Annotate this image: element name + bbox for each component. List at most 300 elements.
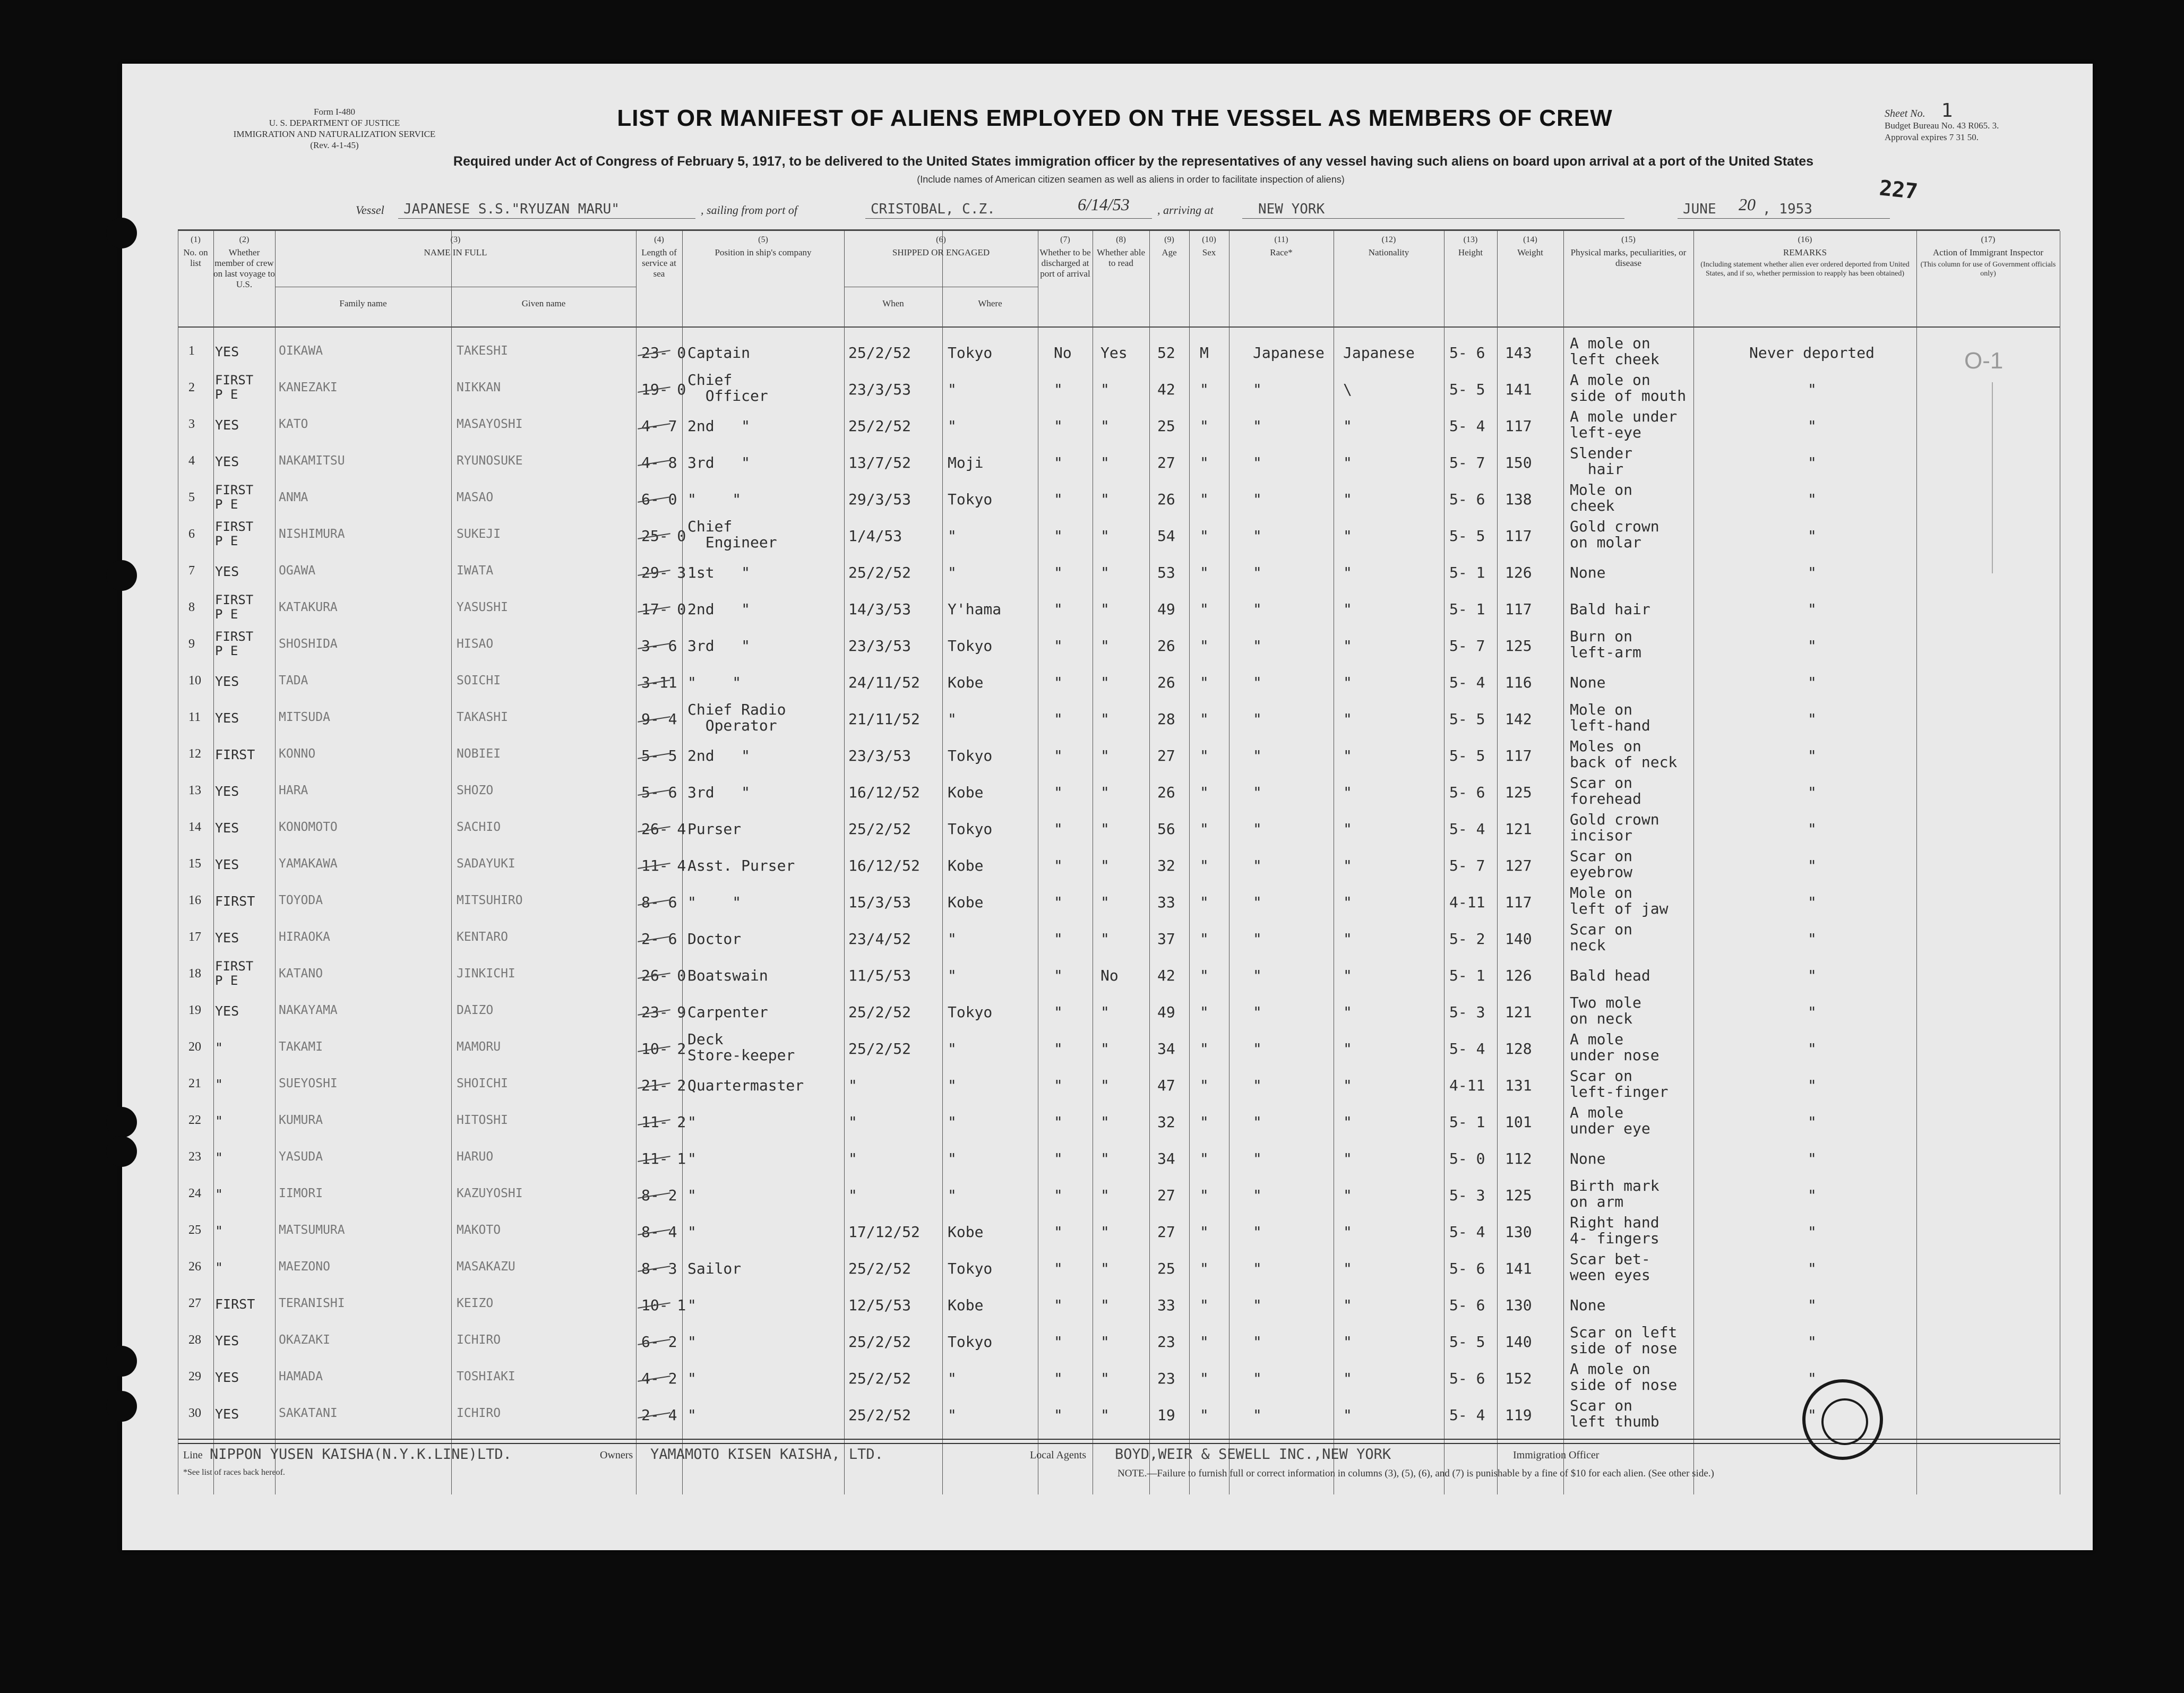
weight-cell: 141 <box>1505 1260 1532 1277</box>
able-to-read-cell: " <box>1100 1370 1110 1387</box>
service-cell: 2- 4 <box>641 1406 677 1424</box>
last-voyage-cell: YES <box>215 930 239 946</box>
age-cell: 49 <box>1157 1003 1175 1021</box>
table-row <box>178 957 2060 993</box>
service-cell: 8- 4 <box>641 1223 677 1241</box>
nationality-cell: " <box>1343 1113 1352 1131</box>
sex-cell: " <box>1200 710 1209 728</box>
weight-cell: 121 <box>1505 820 1532 838</box>
shipped-where-cell: Moji <box>948 454 984 471</box>
last-voyage-cell: YES <box>215 857 239 872</box>
height-cell: 5- 4 <box>1449 674 1485 691</box>
age-cell: 33 <box>1157 1296 1175 1314</box>
shipped-where-cell: " <box>948 1040 957 1058</box>
able-to-read-cell: " <box>1100 930 1110 948</box>
remarks-cell: " <box>1808 1370 1817 1387</box>
able-to-read-cell: " <box>1100 1113 1110 1131</box>
family-name-cell: YASUDA <box>279 1150 323 1164</box>
last-voyage-cell: FIRST P E <box>215 629 254 658</box>
service-cell: 3- 6 <box>641 637 677 655</box>
given-name-cell: SOICHI <box>457 674 501 687</box>
sex-cell: " <box>1200 1077 1209 1094</box>
position-cell: " <box>687 1223 697 1241</box>
given-name-cell: HARUO <box>457 1150 494 1164</box>
nationality-cell: " <box>1343 1077 1352 1094</box>
table-row <box>178 334 2060 370</box>
weight-cell: 117 <box>1505 747 1532 764</box>
given-name-cell: NOBIEI <box>457 747 501 761</box>
physical-marks-cell: Mole on left of jaw <box>1570 884 1669 917</box>
able-to-read-cell: " <box>1100 454 1110 471</box>
sex-cell: " <box>1200 857 1209 874</box>
height-cell: 5- 1 <box>1449 1113 1485 1131</box>
physical-marks-cell: Two mole on neck <box>1570 994 1641 1027</box>
age-cell: 53 <box>1157 564 1175 581</box>
shipped-where-cell: " <box>948 1406 957 1424</box>
family-name-cell: MAEZONO <box>279 1260 330 1274</box>
discharged-cell: " <box>1054 747 1063 764</box>
weight-cell: 126 <box>1505 967 1532 984</box>
discharged-cell: " <box>1054 1370 1063 1387</box>
race-cell: " <box>1253 1003 1262 1021</box>
service-cell: 10- 2 <box>641 1040 686 1058</box>
weight-cell: 127 <box>1505 857 1532 874</box>
position-cell: Carpenter <box>687 1003 768 1021</box>
discharged-cell: " <box>1054 710 1063 728</box>
row-number: 16 <box>188 893 201 907</box>
discharged-cell: " <box>1054 820 1063 838</box>
position-cell: Doctor <box>687 930 742 948</box>
race-cell: " <box>1253 930 1262 948</box>
sex-cell: " <box>1200 1150 1209 1167</box>
sex-cell: " <box>1200 1406 1209 1424</box>
family-name-cell: SHOSHIDA <box>279 637 338 651</box>
height-cell: 5- 4 <box>1449 1040 1485 1058</box>
family-name-cell: NAKAMITSU <box>279 454 345 468</box>
weight-cell: 141 <box>1505 381 1532 398</box>
row-number: 10 <box>188 674 201 687</box>
row-number: 27 <box>188 1296 201 1310</box>
sex-cell: " <box>1200 820 1209 838</box>
given-name-cell: KAZUYOSHI <box>457 1187 523 1200</box>
race-cell: " <box>1253 527 1262 545</box>
family-name-cell: MATSUMURA <box>279 1223 345 1237</box>
shipped-where-cell: Tokyo <box>948 1260 993 1277</box>
weight-cell: 125 <box>1505 637 1532 655</box>
age-cell: 28 <box>1157 710 1175 728</box>
shipped-when-cell: " <box>848 1077 857 1094</box>
race-cell: " <box>1253 1150 1262 1167</box>
position-cell: Boatswain <box>687 967 768 984</box>
service-cell: 11- 1 <box>641 1150 686 1167</box>
service-cell: 8- 3 <box>641 1260 677 1277</box>
height-cell: 5- 5 <box>1449 747 1485 764</box>
last-voyage-cell: FIRST P E <box>215 483 254 512</box>
physical-marks-cell: A mole under nose <box>1570 1030 1660 1064</box>
row-number: 23 <box>188 1150 201 1164</box>
sex-cell: " <box>1200 1003 1209 1021</box>
remarks-cell: " <box>1808 1296 1817 1314</box>
sex-cell: " <box>1200 637 1209 655</box>
family-name-cell: OKAZAKI <box>279 1333 330 1347</box>
weight-cell: 140 <box>1505 1333 1532 1351</box>
height-cell: 5- 4 <box>1449 820 1485 838</box>
age-cell: 25 <box>1157 1260 1175 1277</box>
sheet-number: 1 <box>1941 100 1953 122</box>
service-cell: 17- 0 <box>641 600 686 618</box>
position-cell: " <box>687 1150 697 1167</box>
service-cell: 4- 2 <box>641 1370 677 1387</box>
last-voyage-cell: YES <box>215 674 239 689</box>
col-header-remarks: (16) REMARKS (Including statement whether alien ever ordered deported from United States, and if so, whether permission to reapply has been obtained) <box>1700 235 1910 278</box>
row-number: 7 <box>188 564 195 578</box>
table-row <box>178 371 2060 407</box>
remarks-cell: " <box>1808 1003 1817 1021</box>
height-cell: 5- 1 <box>1449 600 1485 618</box>
shipped-when-cell: 25/2/52 <box>848 417 912 435</box>
race-cell: " <box>1253 1296 1262 1314</box>
height-cell: 5- 2 <box>1449 930 1485 948</box>
row-number: 8 <box>188 600 195 614</box>
sex-cell: " <box>1200 1187 1209 1204</box>
age-cell: 47 <box>1157 1077 1175 1094</box>
discharged-cell: " <box>1054 784 1063 801</box>
header-bottom-rule <box>178 326 2060 328</box>
punch-hole <box>106 1107 137 1138</box>
able-to-read-cell: Yes <box>1100 344 1128 362</box>
physical-marks-cell: Gold crown incisor <box>1570 811 1660 844</box>
last-voyage-cell: FIRST <box>215 747 255 762</box>
remarks-cell: " <box>1808 454 1817 471</box>
sex-cell: M <box>1200 344 1209 362</box>
table-row <box>178 811 2060 846</box>
physical-marks-cell: Gold crown on molar <box>1570 518 1660 551</box>
nationality-cell: " <box>1343 1187 1352 1204</box>
race-cell: " <box>1253 600 1262 618</box>
weight-cell: 142 <box>1505 710 1532 728</box>
nationality-cell: " <box>1343 857 1352 874</box>
age-cell: 49 <box>1157 600 1175 618</box>
discharged-cell: " <box>1054 1333 1063 1351</box>
remarks-cell: " <box>1808 820 1817 838</box>
row-number: 30 <box>188 1406 201 1420</box>
age-cell: 19 <box>1157 1406 1175 1424</box>
table-row <box>178 1140 2060 1176</box>
age-cell: 34 <box>1157 1150 1175 1167</box>
physical-marks-cell: Scar on neck <box>1570 921 1633 954</box>
given-name-cell: DAIZO <box>457 1003 494 1017</box>
physical-marks-cell: Slender hair <box>1570 444 1633 478</box>
able-to-read-cell: " <box>1100 710 1110 728</box>
race-cell: " <box>1253 710 1262 728</box>
table-row <box>178 774 2060 810</box>
given-name-cell: MAMORU <box>457 1040 501 1054</box>
age-cell: 32 <box>1157 1113 1175 1131</box>
table-row <box>178 628 2060 663</box>
race-cell: " <box>1253 381 1262 398</box>
vessel-name: JAPANESE S.S."RYUZAN MARU" <box>403 201 620 217</box>
nationality-cell: " <box>1343 600 1352 618</box>
col-header-position: (5) Position in ship's company <box>715 235 812 257</box>
nationality-cell: " <box>1343 893 1352 911</box>
last-voyage-cell: " <box>215 1040 223 1055</box>
table-row <box>178 444 2060 480</box>
able-to-read-cell: " <box>1100 820 1110 838</box>
physical-marks-cell: Scar on eyebrow <box>1570 847 1633 881</box>
nationality-cell: " <box>1343 967 1352 984</box>
sex-cell: " <box>1200 930 1209 948</box>
last-voyage-cell: YES <box>215 784 239 799</box>
last-voyage-cell: FIRST P E <box>215 373 254 402</box>
shipped-where-cell: " <box>948 381 957 398</box>
table-row <box>178 664 2060 700</box>
age-cell: 32 <box>1157 857 1175 874</box>
nationality-cell: " <box>1343 784 1352 801</box>
weight-cell: 152 <box>1505 1370 1532 1387</box>
shipped-when-cell: 25/2/52 <box>848 1003 912 1021</box>
owners-value: YAMAMOTO KISEN KAISHA, LTD. <box>650 1446 883 1463</box>
arrival-day: 20 <box>1739 195 1756 214</box>
sex-cell: " <box>1200 454 1209 471</box>
nationality-cell: " <box>1343 674 1352 691</box>
weight-cell: 128 <box>1505 1040 1532 1058</box>
height-cell: 5- 5 <box>1449 1333 1485 1351</box>
shipped-where-cell: " <box>948 1370 957 1387</box>
nationality-cell: " <box>1343 930 1352 948</box>
weight-cell: 130 <box>1505 1223 1532 1241</box>
table-row <box>178 591 2060 626</box>
table-row <box>178 1030 2060 1066</box>
able-to-read-cell: " <box>1100 417 1110 435</box>
table-row <box>178 554 2060 590</box>
shipped-when-cell: 16/12/52 <box>848 784 920 801</box>
col-header-inspector: (17) Action of Immigrant Inspector (This column for use of Government officials only) <box>1920 235 2056 278</box>
able-to-read-cell: " <box>1100 637 1110 655</box>
position-cell: " " <box>687 491 742 508</box>
position-cell: 1st " <box>687 564 751 581</box>
physical-marks-cell: A mole on side of nose <box>1570 1360 1678 1394</box>
position-cell: 2nd " <box>687 600 751 618</box>
agents-value: BOYD,WEIR & SEWELL INC.,NEW YORK <box>1115 1446 1391 1463</box>
service-cell: 4- 8 <box>641 454 677 471</box>
shipped-when-cell: 23/3/53 <box>848 637 912 655</box>
remarks-cell: " <box>1808 747 1817 764</box>
col-header-marks: (15) Physical marks, peculiarities, or disease <box>1570 235 1687 268</box>
age-cell: 27 <box>1157 454 1175 471</box>
remarks-cell: " <box>1808 1187 1817 1204</box>
shipped-when-cell: 23/3/53 <box>848 747 912 764</box>
shipped-when-cell: 23/3/53 <box>848 381 912 398</box>
shipped-when-cell: 25/2/52 <box>848 1370 912 1387</box>
col-header-no: (1) No. on list <box>183 235 208 268</box>
shipped-where-cell: " <box>948 1113 957 1131</box>
nationality-cell: " <box>1343 491 1352 508</box>
shipped-where-cell: Tokyo <box>948 1333 993 1351</box>
subheader-when: When <box>882 298 904 308</box>
arrival-month: JUNE <box>1683 201 1716 217</box>
weight-cell: 117 <box>1505 527 1532 545</box>
nationality-cell: " <box>1343 454 1352 471</box>
physical-marks-cell: None <box>1570 1296 1606 1314</box>
nationality-cell: " <box>1343 417 1352 435</box>
nationality-cell: " <box>1343 747 1352 764</box>
sex-cell: " <box>1200 1040 1209 1058</box>
service-cell: 4- 7 <box>641 417 677 435</box>
footer-note: NOTE.—Failure to furnish full or correct information in columns (3), (5), (6), and (7) is punishable by a fine of $10 for each alien. (See other side.) <box>1117 1468 1714 1479</box>
position-cell: Asst. Purser <box>687 857 795 874</box>
physical-marks-cell: Scar on left thumb <box>1570 1397 1660 1430</box>
last-voyage-cell: YES <box>215 417 239 433</box>
nationality-cell: Japanese <box>1343 344 1415 362</box>
age-cell: 42 <box>1157 967 1175 984</box>
remarks-cell: " <box>1808 1150 1817 1167</box>
remarks-cell: " <box>1808 417 1817 435</box>
family-name-cell: HARA <box>279 784 308 797</box>
sex-cell: " <box>1200 417 1209 435</box>
given-name-cell: SUKEJI <box>457 527 501 541</box>
race-cell: " <box>1253 454 1262 471</box>
shipped-where-cell: " <box>948 1187 957 1204</box>
form-subnote: (Include names of American citizen seamen as well as aliens in order to facilitate inspection of aliens) <box>917 174 1345 185</box>
age-cell: 26 <box>1157 637 1175 655</box>
weight-cell: 121 <box>1505 1003 1532 1021</box>
nationality-cell: " <box>1343 1150 1352 1167</box>
service-cell: 21- 2 <box>641 1077 686 1094</box>
weight-cell: 119 <box>1505 1406 1532 1424</box>
height-cell: 5- 6 <box>1449 784 1485 801</box>
punch-hole <box>106 560 137 591</box>
given-name-cell: SHOICHI <box>457 1077 508 1090</box>
age-cell: 56 <box>1157 820 1175 838</box>
row-number: 18 <box>188 967 201 981</box>
shipped-when-cell: 25/2/52 <box>848 1406 912 1424</box>
family-name-cell: OGAWA <box>279 564 316 578</box>
shipped-where-cell: " <box>948 564 957 581</box>
remarks-cell: " <box>1808 1077 1817 1094</box>
nationality-cell: " <box>1343 527 1352 545</box>
physical-marks-cell: Birth mark on arm <box>1570 1177 1660 1210</box>
discharged-cell: " <box>1054 564 1063 581</box>
last-voyage-cell: YES <box>215 564 239 579</box>
shipped-when-cell: 25/2/52 <box>848 344 912 362</box>
last-voyage-cell: YES <box>215 1003 239 1019</box>
discharged-cell: " <box>1054 1113 1063 1131</box>
last-voyage-cell: FIRST P E <box>215 519 254 548</box>
age-cell: 27 <box>1157 747 1175 764</box>
discharged-cell: " <box>1054 1150 1063 1167</box>
last-voyage-cell: " <box>215 1150 223 1165</box>
discharged-cell: " <box>1054 967 1063 984</box>
position-cell: Purser <box>687 820 742 838</box>
nationality-cell: " <box>1343 820 1352 838</box>
shipped-when-cell: 25/2/52 <box>848 1260 912 1277</box>
discharged-cell: " <box>1054 1406 1063 1424</box>
physical-marks-cell: A mole on left cheek <box>1570 334 1660 368</box>
age-cell: 33 <box>1157 893 1175 911</box>
able-to-read-cell: " <box>1100 747 1110 764</box>
remarks-cell: " <box>1808 674 1817 691</box>
sex-cell: " <box>1200 784 1209 801</box>
family-name-cell: KATAKURA <box>279 600 338 614</box>
punch-hole <box>106 1346 137 1377</box>
sex-cell: " <box>1200 893 1209 911</box>
shipped-when-cell: 1/4/53 <box>848 527 902 545</box>
pencil-line <box>1992 382 1993 573</box>
family-name-cell: TAKAMI <box>279 1040 323 1054</box>
table-row <box>178 921 2060 956</box>
row-number: 3 <box>188 417 195 431</box>
age-cell: 26 <box>1157 784 1175 801</box>
family-name-cell: KONNO <box>279 747 316 761</box>
nationality-cell: " <box>1343 637 1352 655</box>
col-header-height: (13) Height <box>1458 235 1483 257</box>
remarks-cell: " <box>1808 1333 1817 1351</box>
sex-cell: " <box>1200 1370 1209 1387</box>
remarks-cell: " <box>1808 1113 1817 1131</box>
shipped-when-cell: 15/3/53 <box>848 893 912 911</box>
row-number: 22 <box>188 1113 201 1127</box>
weight-cell: 116 <box>1505 674 1532 691</box>
race-cell: " <box>1253 417 1262 435</box>
discharged-cell: No <box>1054 344 1072 362</box>
last-voyage-cell: " <box>215 1187 223 1202</box>
discharged-cell: " <box>1054 637 1063 655</box>
races-note: *See list of races back hereof. <box>183 1468 285 1477</box>
last-voyage-cell: FIRST <box>215 893 255 909</box>
given-name-cell: SHOZO <box>457 784 494 797</box>
footer-rule <box>178 1439 2060 1440</box>
height-cell: 5- 3 <box>1449 1187 1485 1204</box>
shipped-where-cell: " <box>948 930 957 948</box>
shipped-when-cell: 25/2/52 <box>848 1040 912 1058</box>
weight-cell: 143 <box>1505 344 1532 362</box>
form-subtitle: Required under Act of Congress of February 5, 1917, to be delivered to the United States immigration officer by the representatives of any vessel having such aliens on board upon arrival at a port of the United States <box>453 154 1814 169</box>
remarks-cell: " <box>1808 1260 1817 1277</box>
remarks-cell: " <box>1808 381 1817 398</box>
row-number: 9 <box>188 637 195 651</box>
able-to-read-cell: " <box>1100 893 1110 911</box>
age-cell: 37 <box>1157 930 1175 948</box>
handwritten-date: 6/14/53 <box>1078 195 1130 214</box>
physical-marks-cell: Moles on back of neck <box>1570 737 1678 771</box>
family-name-cell: KONOMOTO <box>279 820 338 834</box>
table-row <box>178 1324 2060 1359</box>
remarks-cell: " <box>1808 564 1817 581</box>
physical-marks-cell: None <box>1570 674 1606 691</box>
service-cell: 8- 6 <box>641 893 677 911</box>
physical-marks-cell: None <box>1570 1150 1606 1167</box>
shipped-when-cell: 12/5/53 <box>848 1296 912 1314</box>
sex-cell: " <box>1200 600 1209 618</box>
able-to-read-cell: " <box>1100 491 1110 508</box>
shipped-where-cell: Kobe <box>948 893 984 911</box>
service-cell: 11- 2 <box>641 1113 686 1131</box>
sex-cell: " <box>1200 674 1209 691</box>
position-cell: Chief Engineer <box>687 518 777 551</box>
family-name-cell: KATO <box>279 417 308 431</box>
physical-marks-cell: A mole on side of mouth <box>1570 371 1687 405</box>
weight-cell: 150 <box>1505 454 1532 471</box>
port-to: NEW YORK <box>1258 201 1325 217</box>
last-voyage-cell: YES <box>215 344 239 359</box>
able-to-read-cell: " <box>1100 1150 1110 1167</box>
row-number: 5 <box>188 491 195 504</box>
discharged-cell: " <box>1054 893 1063 911</box>
last-voyage-cell: YES <box>215 454 239 469</box>
shipped-when-cell: " <box>848 1187 857 1204</box>
table-row <box>178 1360 2060 1396</box>
shipped-when-cell: " <box>848 1113 857 1131</box>
